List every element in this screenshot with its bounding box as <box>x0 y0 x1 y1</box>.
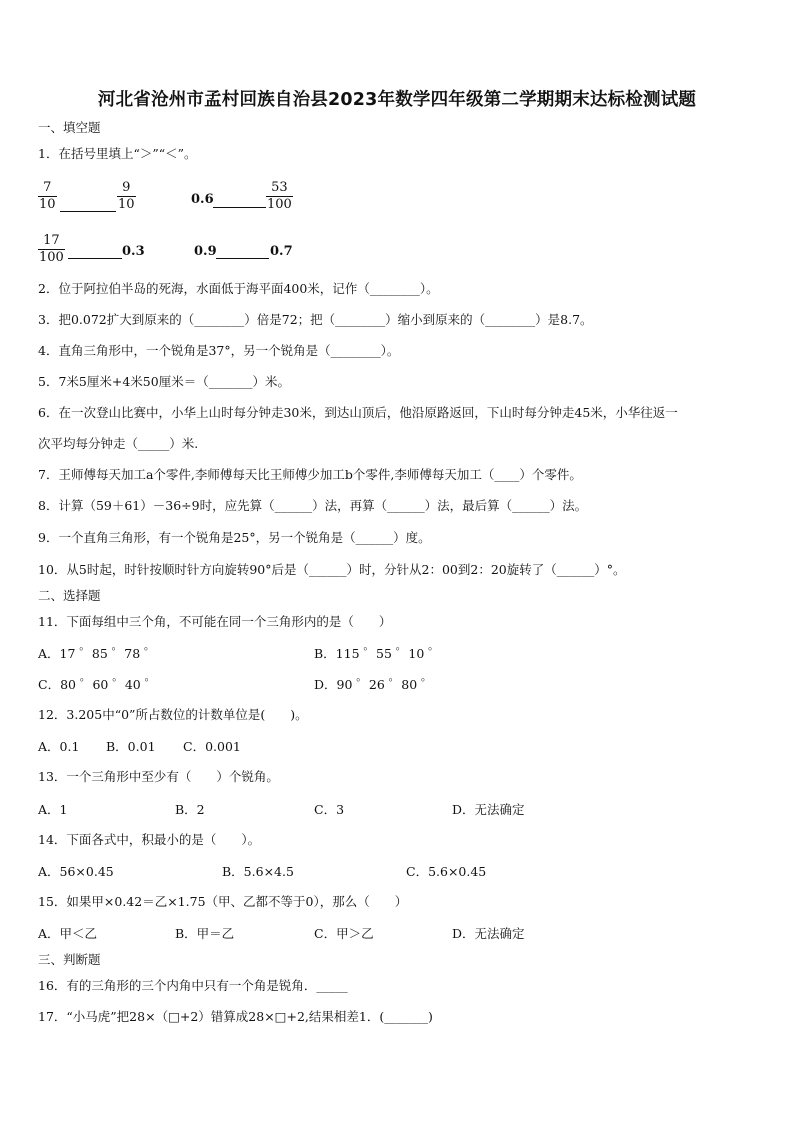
q13-option-d[interactable]: D．无法确定 <box>452 802 525 817</box>
q15-option-a[interactable]: A．甲＜乙 <box>38 926 98 941</box>
question-8: 8．计算（59＋61）－36÷9时，应先算（______）法，再算（______）法，最后算（______）法。 <box>38 498 588 513</box>
q15-option-c[interactable]: C．甲＞乙 <box>314 926 374 941</box>
value-0-3: 0.3 <box>122 244 145 259</box>
q14-option-b[interactable]: B．5.6×4.5 <box>222 864 294 879</box>
section-heading-multiple-choice: 二、选择题 <box>38 588 101 603</box>
fraction-17-100 <box>38 233 65 266</box>
question-7: 7．王师傅每天加工a个零件,李师傅每天比王师傅少加工b个零件,李师傅每天加工（____）个零件。 <box>38 467 582 482</box>
q13-option-a[interactable]: A．1 <box>38 802 68 817</box>
question-2: 2．位于阿拉伯半岛的死海，水面低于海平面400米，记作（________）。 <box>38 281 439 296</box>
fraction-9-10 <box>117 180 136 213</box>
page-title: 河北省沧州市孟村回族自治县2023年数学四年级第二学期期末达标检测试题 <box>97 90 697 110</box>
question-12: 12．3.205中“0”所占数位的计数单位是( )。 <box>38 707 308 722</box>
question-3: 3．把0.072扩大到原来的（________）倍是72；把（________）缩小到原来的（________）是8.7。 <box>38 312 593 327</box>
fraction-numerator: 53 <box>271 180 288 195</box>
q11-option-d[interactable]: D．90 ゜26 ゜80 ゜ <box>314 677 434 692</box>
section-heading-true-false: 三、判断题 <box>38 952 101 967</box>
answer-blank[interactable] <box>60 211 116 212</box>
q13-option-c[interactable]: C．3 <box>314 802 345 817</box>
fraction-denominator: 10 <box>118 197 135 212</box>
question-15: 15．如果甲×0.42＝乙×1.75（甲、乙都不等于0），那么（ ） <box>38 894 408 909</box>
q12-option-b[interactable]: B．0.01 <box>106 739 156 754</box>
question-1-text: 1．在括号里填上“＞”“＜”。 <box>38 146 197 161</box>
fraction-numerator: 7 <box>43 180 52 195</box>
q12-option-c[interactable]: C．0.001 <box>183 739 241 754</box>
fraction-denominator: 100 <box>267 197 292 212</box>
q11-option-b[interactable]: B．115 ゜55 ゜10 ゜ <box>314 646 441 661</box>
section-heading-fill-blank: 一、填空题 <box>38 120 101 135</box>
question-6-line-2: 次平均每分钟走（_____）米. <box>38 436 199 451</box>
question-6-line-1: 6．在一次登山比赛中，小华上山时每分钟走30米，到达山顶后，他沿原路返回，下山时每分钟走45米，小华往返一 <box>38 405 678 420</box>
value-0-9: 0.9 <box>194 244 217 259</box>
fraction-denominator: 10 <box>39 197 56 212</box>
question-11: 11．下面每组中三个角，不可能在同一个三角形内的是（ ） <box>38 614 392 629</box>
q14-option-a[interactable]: A．56×0.45 <box>38 864 114 879</box>
fraction-numerator: 17 <box>43 233 60 248</box>
q12-option-a[interactable]: A．0.1 <box>38 739 80 754</box>
q11-option-c[interactable]: C．80 ゜60 ゜40 ゜ <box>38 677 158 692</box>
q15-option-b[interactable]: B．甲＝乙 <box>175 926 235 941</box>
question-16: 16．有的三角形的三个内角中只有一个角是锐角．_____ <box>38 978 348 993</box>
q11-option-a[interactable]: A．17 ゜85 ゜78 ゜ <box>38 646 157 661</box>
fraction-53-100 <box>266 180 293 213</box>
fraction-numerator: 9 <box>122 180 131 195</box>
question-9: 9．一个直角三角形，有一个锐角是25°，另一个锐角是（______）度。 <box>38 530 431 545</box>
answer-blank[interactable] <box>68 258 122 259</box>
q14-option-c[interactable]: C．5.6×0.45 <box>406 864 487 879</box>
answer-blank[interactable] <box>213 207 266 208</box>
question-14: 14．下面各式中，积最小的是（ ）。 <box>38 832 261 847</box>
value-0-6: 0.6 <box>191 192 214 207</box>
fraction-7-10 <box>38 180 57 213</box>
question-13: 13．一个三角形中至少有（ ）个锐角。 <box>38 769 279 784</box>
question-17: 17．“小马虎”把28×（□+2）错算成28×□+2,结果相差1．(_______) <box>38 1009 433 1024</box>
question-4: 4．直角三角形中，一个锐角是37°，另一个锐角是（________）。 <box>38 343 400 358</box>
question-10: 10．从5时起，时针按顺时针方向旋转90°后是（______）时，分针从2：00到2：20旋转了（______）°。 <box>38 562 626 577</box>
fraction-denominator: 100 <box>39 250 64 265</box>
answer-blank[interactable] <box>216 258 269 259</box>
question-5: 5．7米5厘米+4米50厘米＝（_______）米。 <box>38 374 290 389</box>
q15-option-d[interactable]: D．无法确定 <box>452 926 525 941</box>
value-0-7: 0.7 <box>270 244 293 259</box>
q13-option-b[interactable]: B．2 <box>175 802 205 817</box>
